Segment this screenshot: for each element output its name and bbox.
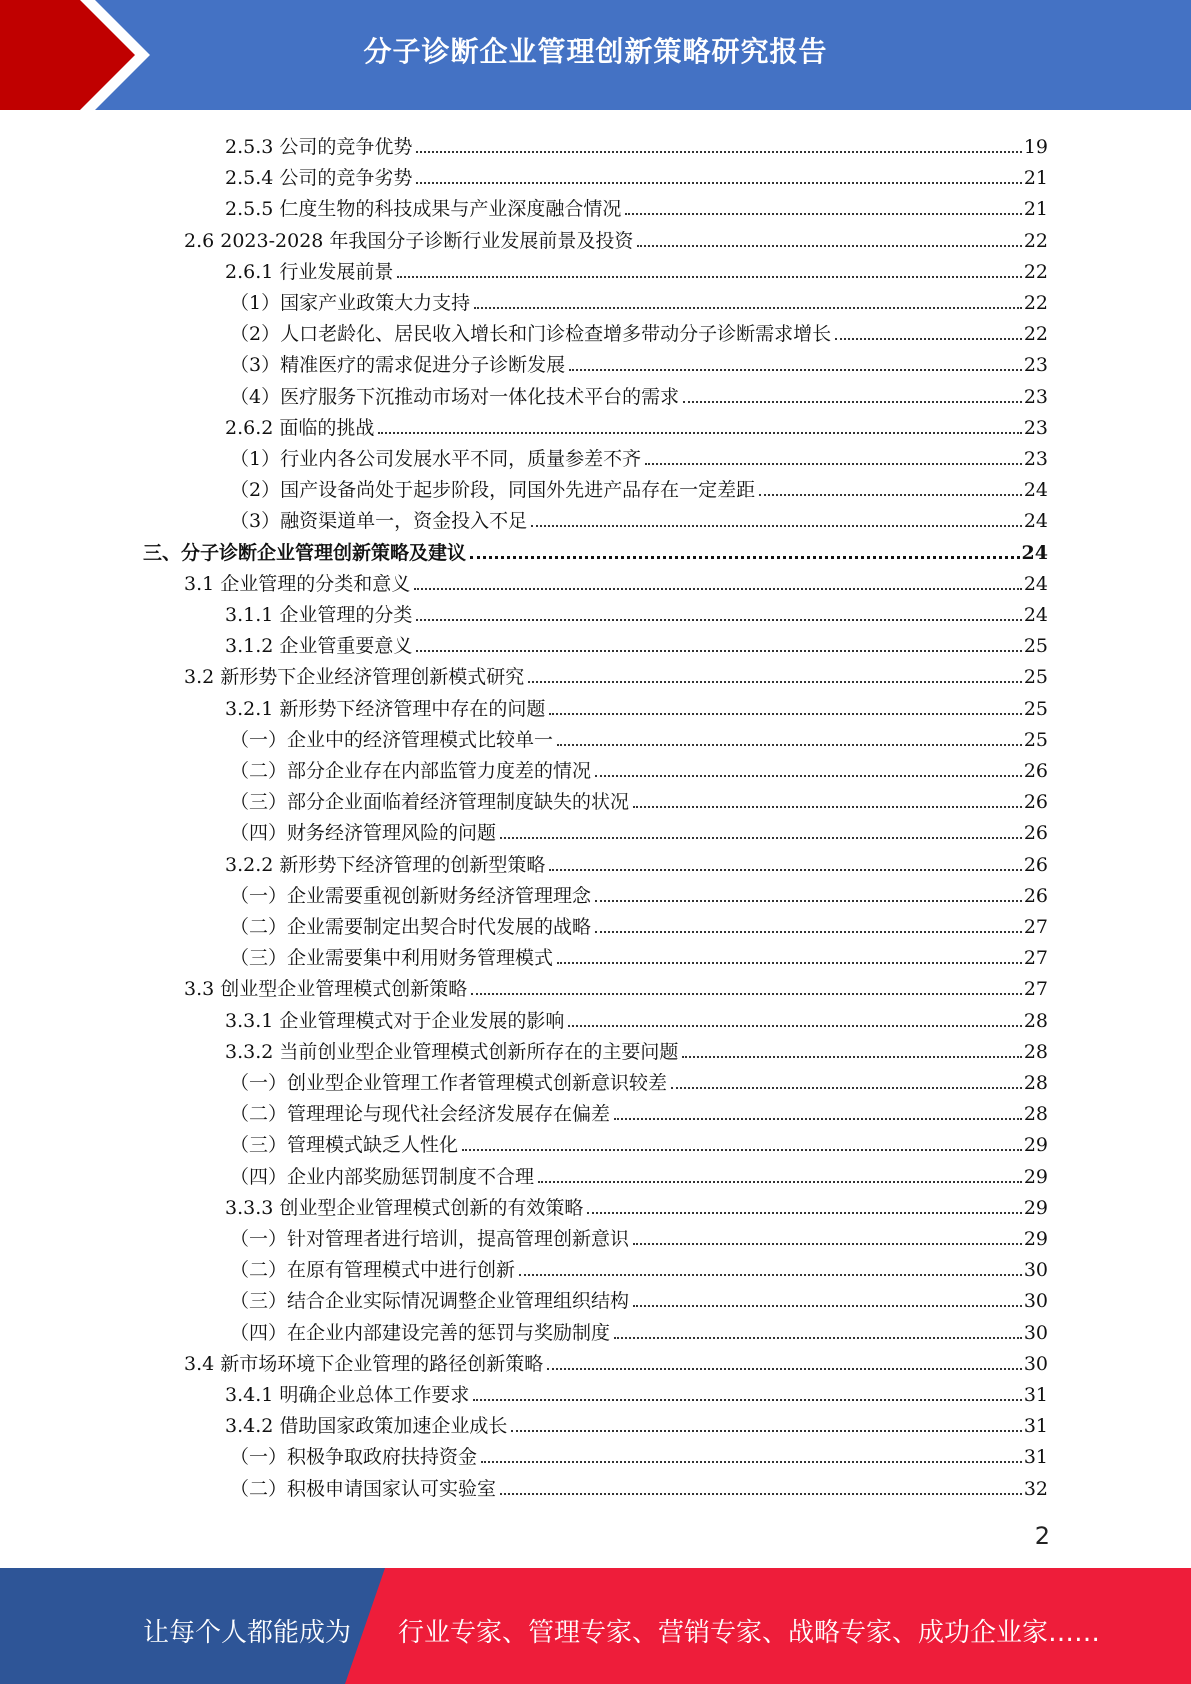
page-number: 2 — [1034, 1522, 1050, 1550]
toc-entry[interactable] — [225, 846, 1048, 877]
toc-entry-label: （二）积极申请国家认可实验室 — [230, 1477, 497, 1500]
toc-dot-leader — [683, 401, 1022, 403]
toc-entry-page: 26 — [1023, 884, 1048, 907]
toc-entry[interactable] — [230, 1251, 1048, 1282]
toc-dot-leader — [531, 525, 1022, 527]
toc-entry[interactable] — [230, 1438, 1048, 1469]
toc-dot-leader — [549, 713, 1021, 715]
toc-entry[interactable] — [230, 378, 1048, 409]
toc-entry-page: 31 — [1023, 1415, 1048, 1438]
toc-entry-label: 3.4.1 明确企业总体工作要求 — [225, 1384, 470, 1406]
toc-dot-leader — [470, 556, 1020, 559]
toc-entry[interactable] — [230, 346, 1048, 377]
toc-dot-leader — [378, 432, 1021, 434]
toc-entry[interactable] — [230, 877, 1048, 908]
toc-entry-page: 29 — [1023, 1165, 1048, 1188]
toc-entry-page: 24 — [1023, 510, 1048, 533]
toc-entry-page: 30 — [1023, 1321, 1048, 1344]
page-footer — [0, 1568, 1191, 1684]
toc-entry-label: （一）企业需要重视创新财务经济管理理念 — [230, 884, 592, 907]
toc-entry-label: 3.3.3 创业型企业管理模式创新的有效策略 — [225, 1196, 584, 1219]
toc-dot-leader — [538, 1181, 1022, 1183]
toc-entry[interactable] — [225, 627, 1048, 658]
toc-entry-page: 22 — [1023, 260, 1048, 283]
toc-entry-label: 2.6.1 行业发展前景 — [225, 260, 394, 283]
footer-slogan-left: 让每个人都能成为 — [143, 1618, 352, 1648]
toc-entry[interactable] — [230, 721, 1048, 752]
toc-entry-label: （一）企业中的经济管理模式比较单一 — [230, 728, 554, 751]
toc-entry-label: 2.5.4 公司的竞争劣势 — [225, 167, 413, 190]
toc-dot-leader — [481, 1461, 1022, 1463]
toc-entry-label: （3）精准医疗的需求促进分子诊断发展 — [230, 354, 566, 377]
toc-dot-leader — [511, 1430, 1021, 1432]
toc-dot-leader — [416, 619, 1021, 621]
toc-entry-label: 3.4 新市场环境下企业管理的路径创新策略 — [184, 1352, 544, 1375]
toc-dot-leader — [416, 650, 1021, 652]
toc-entry-page: 23 — [1023, 416, 1048, 439]
toc-dot-leader — [625, 213, 1021, 215]
toc-entry[interactable] — [230, 315, 1048, 346]
toc-entry[interactable] — [230, 440, 1048, 471]
toc-entry[interactable] — [230, 814, 1048, 845]
toc-dot-leader — [595, 931, 1022, 933]
toc-entry[interactable] — [225, 253, 1048, 284]
toc-entry-label: （3）融资渠道单一，资金投入不足 — [230, 510, 528, 533]
toc-dot-leader — [519, 1274, 1022, 1276]
toc-entry-label: （2）人口老龄化、居民收入增长和门诊检查增多带动分子诊断需求增长 — [230, 323, 832, 346]
toc-dot-leader — [614, 1337, 1022, 1339]
toc-entry-label: （2）国产设备尚处于起步阶段，同国外先进产品存在一定差距 — [230, 479, 756, 502]
toc-entry[interactable] — [184, 970, 1048, 1001]
toc-dot-leader — [416, 151, 1021, 153]
toc-entry-page: 26 — [1023, 822, 1048, 845]
toc-entry-page: 22 — [1023, 323, 1048, 346]
toc-entry-page: 28 — [1023, 1040, 1048, 1063]
toc-entry-label: （三）结合企业实际情况调整企业管理组织结构 — [230, 1290, 630, 1313]
toc-entry[interactable] — [230, 908, 1048, 939]
toc-entry[interactable] — [230, 1095, 1048, 1126]
toc-entry-label: 2.6 2023-2028 年我国分子诊断行业发展前景及投资 — [184, 229, 634, 252]
toc-dot-leader — [633, 1243, 1022, 1245]
toc-entry-label: （三）管理模式缺乏人性化 — [230, 1134, 459, 1157]
toc-entry[interactable] — [225, 1002, 1048, 1033]
toc-dot-leader — [587, 1212, 1021, 1214]
toc-entry-page: 19 — [1023, 136, 1048, 158]
toc-entry[interactable] — [230, 752, 1048, 783]
toc-entry-page: 27 — [1023, 916, 1048, 938]
toc-entry-label: 3.1.1 企业管理的分类 — [225, 604, 413, 626]
toc-entry[interactable] — [230, 284, 1048, 315]
toc-dot-leader — [500, 837, 1022, 839]
toc-dot-leader — [547, 1368, 1022, 1370]
toc-entry[interactable] — [230, 1126, 1048, 1157]
toc-entry-label: 3.1.2 企业管重要意义 — [225, 635, 413, 658]
toc-entry[interactable] — [230, 1314, 1048, 1345]
toc-entry[interactable] — [230, 939, 1048, 970]
toc-entry-page: 23 — [1023, 354, 1048, 377]
toc-entry-page: 23 — [1023, 448, 1048, 470]
toc-dot-leader — [397, 276, 1021, 278]
toc-dot-leader — [637, 245, 1021, 247]
toc-entry[interactable] — [225, 128, 1048, 159]
toc-entry-label: （1）行业内各公司发展水平不同，质量参差不齐 — [230, 448, 642, 470]
toc-entry-label: （二）在原有管理模式中进行创新 — [230, 1259, 516, 1282]
toc-entry-label: 3.2.1 新形势下经济管理中存在的问题 — [225, 697, 546, 720]
toc-entry[interactable] — [184, 222, 1048, 253]
toc-entry-page: 29 — [1023, 1196, 1048, 1219]
toc-entry-label: 3.4.2 借助国家政策加速企业成长 — [225, 1415, 508, 1438]
toc-entry-page: 28 — [1023, 1103, 1048, 1126]
toc-dot-leader — [671, 1087, 1022, 1089]
toc-entry-page: 28 — [1023, 1009, 1048, 1032]
toc-entry[interactable] — [225, 690, 1048, 721]
toc-dot-leader — [633, 1305, 1022, 1307]
toc-entry-page: 28 — [1023, 1072, 1048, 1094]
toc-entry-page: 29 — [1023, 1228, 1048, 1250]
toc-entry-label: 3.2.2 新形势下经济管理的创新型策略 — [225, 853, 546, 876]
toc-dot-leader — [462, 1149, 1022, 1151]
toc-dot-leader — [569, 369, 1022, 371]
toc-entry-label: 3.3 创业型企业管理模式创新策略 — [184, 978, 468, 1001]
toc-entry-page: 30 — [1023, 1290, 1048, 1313]
toc-dot-leader — [557, 744, 1022, 746]
toc-dot-leader — [614, 1118, 1022, 1120]
toc-dot-leader — [633, 806, 1022, 808]
toc-entry-label: （四）在企业内部建设完善的惩罚与奖励制度 — [230, 1321, 611, 1344]
footer-slogan-right: 行业专家、管理专家、营销专家、战略专家、成功企业家…… — [398, 1618, 1101, 1648]
toc-entry-label: （三）部分企业面临着经济管理制度缺失的状况 — [230, 791, 630, 814]
toc-entry[interactable] — [184, 1345, 1048, 1376]
toc-entry-label: 3.2 新形势下企业经济管理创新模式研究 — [184, 666, 525, 689]
toc-dot-leader — [759, 494, 1022, 496]
toc-entry-label: （四）企业内部奖励惩罚制度不合理 — [230, 1165, 535, 1188]
toc-entry-label: （1）国家产业政策大力支持 — [230, 292, 471, 314]
toc-entry-page: 24 — [1023, 572, 1048, 595]
toc-entry-page: 32 — [1023, 1477, 1048, 1500]
page-header — [0, 0, 1191, 110]
toc-entry-label: （4）医疗服务下沉推动市场对一体化技术平台的需求 — [230, 385, 680, 408]
toc-dot-leader — [549, 869, 1021, 871]
toc-entry-label: 3.3.2 当前创业型企业管理模式创新所存在的主要问题 — [225, 1040, 679, 1063]
toc-entry-page: 24 — [1023, 479, 1048, 502]
toc-dot-leader — [471, 993, 1022, 995]
toc-dot-leader — [416, 182, 1021, 184]
toc-entry[interactable] — [225, 596, 1048, 627]
toc-entry-page: 31 — [1023, 1446, 1048, 1469]
toc-entry[interactable] — [230, 1220, 1048, 1251]
toc-dot-leader — [645, 463, 1022, 465]
toc-entry-label: 2.5.5 仁度生物的科技成果与产业深度融合情况 — [225, 198, 622, 221]
toc-dot-leader — [682, 1056, 1021, 1058]
toc-entry-page: 25 — [1023, 728, 1048, 751]
toc-entry-label: 三、分子诊断企业管理创新策略及建议 — [143, 541, 467, 564]
toc-entry[interactable] — [225, 159, 1048, 190]
toc-dot-leader — [473, 1399, 1021, 1401]
toc-entry[interactable] — [230, 1064, 1048, 1095]
toc-entry-label: 3.1 企业管理的分类和意义 — [184, 572, 411, 595]
toc-entry[interactable] — [225, 1407, 1048, 1438]
toc-entry-page: 26 — [1023, 791, 1048, 814]
toc-entry-page: 30 — [1023, 1259, 1048, 1282]
toc-entry-page: 31 — [1023, 1384, 1048, 1406]
toc-entry-page: 23 — [1023, 385, 1048, 408]
toc-entry-page: 27 — [1023, 947, 1048, 970]
toc-dot-leader — [568, 1025, 1021, 1027]
toc-entry[interactable] — [184, 565, 1048, 596]
toc-dot-leader — [414, 588, 1022, 590]
toc-entry[interactable] — [225, 1033, 1048, 1064]
toc-entry-label: （一）针对管理者进行培训，提高管理创新意识 — [230, 1228, 630, 1250]
toc-entry-page: 21 — [1023, 198, 1048, 221]
toc-entry-page: 25 — [1023, 635, 1048, 658]
toc-entry[interactable] — [230, 1282, 1048, 1313]
toc-dot-leader — [595, 775, 1022, 777]
toc-entry-page: 22 — [1023, 292, 1048, 314]
toc-entry-page: 26 — [1023, 853, 1048, 876]
toc-entry[interactable] — [225, 409, 1048, 440]
toc-entry-page: 21 — [1023, 167, 1048, 190]
toc-entry-label: （一）积极争取政府扶持资金 — [230, 1446, 478, 1469]
toc-entry-page: 25 — [1023, 666, 1048, 689]
toc-entry-label: （二）管理理论与现代社会经济发展存在偏差 — [230, 1103, 611, 1126]
toc-entry-label: （三）企业需要集中利用财务管理模式 — [230, 947, 554, 970]
toc-entry-page: 30 — [1023, 1352, 1048, 1375]
toc-entry-page: 24 — [1023, 604, 1048, 626]
toc-entry[interactable] — [225, 1189, 1048, 1220]
toc-entry[interactable] — [230, 783, 1048, 814]
toc-entry-page: 29 — [1023, 1134, 1048, 1157]
toc-entry-label: （二）企业需要制定出契合时代发展的战略 — [230, 916, 592, 938]
toc-entry-page: 26 — [1023, 760, 1048, 782]
toc-entry-page: 22 — [1023, 229, 1048, 252]
toc-entry-label: （二）部分企业存在内部监管力度差的情况 — [230, 760, 592, 782]
toc-entry-page: 24 — [1021, 541, 1048, 564]
toc-dot-leader — [557, 962, 1022, 964]
toc-entry[interactable] — [225, 190, 1048, 221]
toc-entry[interactable] — [230, 502, 1048, 533]
toc-entry[interactable] — [230, 471, 1048, 502]
toc-dot-leader — [474, 307, 1022, 309]
document-title: 分子诊断企业管理创新策略研究报告 — [363, 35, 828, 68]
toc-dot-leader — [595, 900, 1022, 902]
toc-entry-label: （一）创业型企业管理工作者管理模式创新意识较差 — [230, 1072, 668, 1094]
toc-entry[interactable] — [230, 1158, 1048, 1189]
toc-entry-page: 25 — [1023, 697, 1048, 720]
toc-dot-leader — [835, 338, 1022, 340]
toc-entry-label: 2.6.2 面临的挑战 — [225, 416, 375, 439]
toc-entry[interactable] — [143, 534, 1048, 565]
toc-entry[interactable] — [184, 658, 1048, 689]
toc-entry-label: （四）财务经济管理风险的问题 — [230, 822, 497, 845]
toc-entry-label: 2.5.3 公司的竞争优势 — [225, 136, 413, 158]
toc-dot-leader — [500, 1493, 1022, 1495]
toc-entry-page: 27 — [1023, 978, 1048, 1001]
toc-entry[interactable] — [225, 1376, 1048, 1407]
toc-dot-leader — [528, 681, 1022, 683]
toc-entry-label: 3.3.1 企业管理模式对于企业发展的影响 — [225, 1009, 565, 1032]
toc-entry[interactable] — [230, 1470, 1048, 1501]
